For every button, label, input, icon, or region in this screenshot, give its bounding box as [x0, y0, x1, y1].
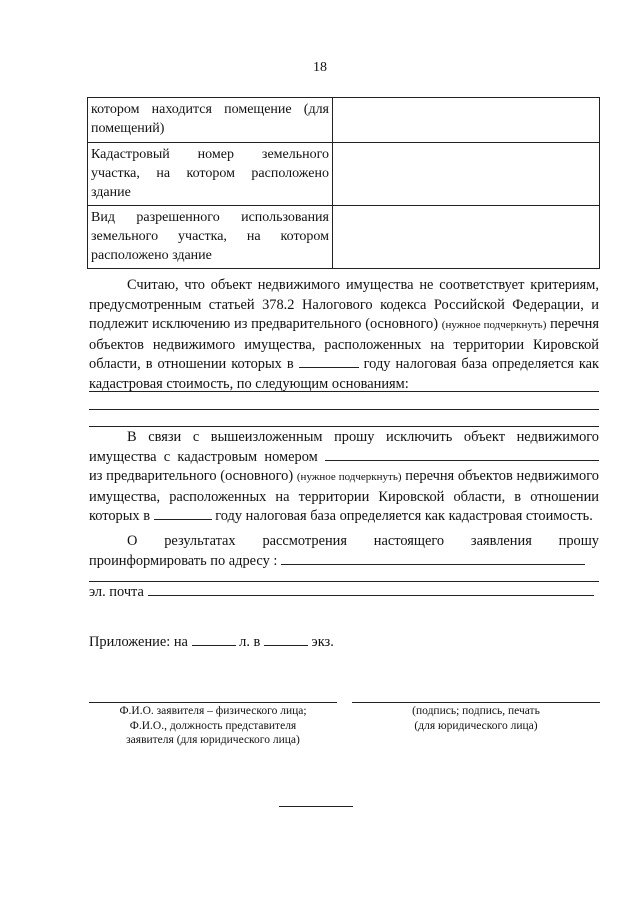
- address-line-2[interactable]: [89, 581, 599, 582]
- table-row-value[interactable]: [333, 98, 600, 143]
- underline-note: (нужное подчеркнуть): [441, 319, 547, 331]
- copies-count-field[interactable]: [264, 633, 308, 646]
- grounds-text-a: Считаю, что объект недвижимого имущества не соответствует критериям, предусмотренным статьей 378.2 Налогового кодекса Российской Федерации, и подлежит исключению из предварительного (основного): [89, 277, 599, 332]
- signature-right-caption: [352, 704, 600, 733]
- year-blank-field[interactable]: [154, 507, 212, 520]
- address-field[interactable]: [281, 552, 585, 565]
- grounds-paragraph: [89, 276, 599, 394]
- underline-note: (нужное подчеркнуть): [296, 471, 402, 483]
- grounds-line-1[interactable]: [89, 391, 599, 392]
- table-row-label: Вид разрешенного использования земельного участка, на котором расположено здание: [88, 206, 333, 269]
- grounds-text-c: году налоговая база определяется как кадастровая стоимость, по следующим основаниям:: [89, 356, 599, 392]
- table-row-label: Кадастровый номер земельного участка, на котором расположено здание: [88, 143, 333, 206]
- notify-paragraph: [89, 532, 599, 571]
- attachment-row: [89, 633, 599, 653]
- email-label: эл. почта: [89, 584, 144, 600]
- request-text-b: из предварительного (основного): [89, 468, 294, 484]
- request-text-a: В связи с вышеизложенным прошу исключить объект недвижимого имущества с кадастровым номером: [89, 429, 599, 465]
- table-row-value[interactable]: [333, 206, 600, 269]
- attachment-suffix: экз.: [311, 634, 334, 650]
- table-row: [88, 206, 600, 269]
- year-blank-field[interactable]: [299, 355, 359, 368]
- notify-text: О результатах рассмотрения настоящего заявления прошу проинформировать по адресу :: [89, 533, 599, 569]
- table-row-value[interactable]: [333, 143, 600, 206]
- caption-line: (подпись; подпись, печать: [412, 705, 540, 717]
- page-number: 18: [313, 60, 327, 75]
- signature-line[interactable]: [352, 702, 600, 703]
- email-row: [89, 583, 609, 603]
- request-paragraph: [89, 428, 599, 527]
- grounds-text-b: перечня объектов недвижимого имущества, расположенных на территории Кировской области, в отношении которых в: [89, 316, 599, 372]
- cadastral-number-field[interactable]: [325, 448, 599, 461]
- table-row: [88, 98, 600, 143]
- name-signature-line[interactable]: [89, 702, 337, 703]
- attachment-prefix: Приложение: на: [89, 634, 188, 650]
- grounds-line-2[interactable]: [89, 409, 599, 410]
- request-text-d: году налоговая база определяется как кадастровая стоимость.: [215, 508, 593, 524]
- email-field[interactable]: [148, 583, 594, 596]
- pages-count-field[interactable]: [192, 633, 236, 646]
- grounds-line-3[interactable]: [89, 426, 599, 427]
- property-info-table: [87, 97, 600, 269]
- request-text-c: перечня объектов недвижимого имущества, расположенных на территории Кировской области, в отношении которых в: [89, 468, 599, 524]
- closing-rule: [279, 806, 353, 807]
- caption-line: заявителя (для юридического лица): [126, 734, 300, 746]
- attachment-mid: л. в: [239, 634, 261, 650]
- signature-left-caption: [89, 704, 337, 748]
- table-row-label: котором находится помещение (для помещений): [88, 98, 333, 143]
- table-row: [88, 143, 600, 206]
- caption-line: Ф.И.О., должность представителя: [129, 719, 297, 732]
- caption-line: (для юридического лица): [414, 719, 538, 732]
- caption-line: Ф.И.О. заявителя – физического лица;: [119, 705, 307, 717]
